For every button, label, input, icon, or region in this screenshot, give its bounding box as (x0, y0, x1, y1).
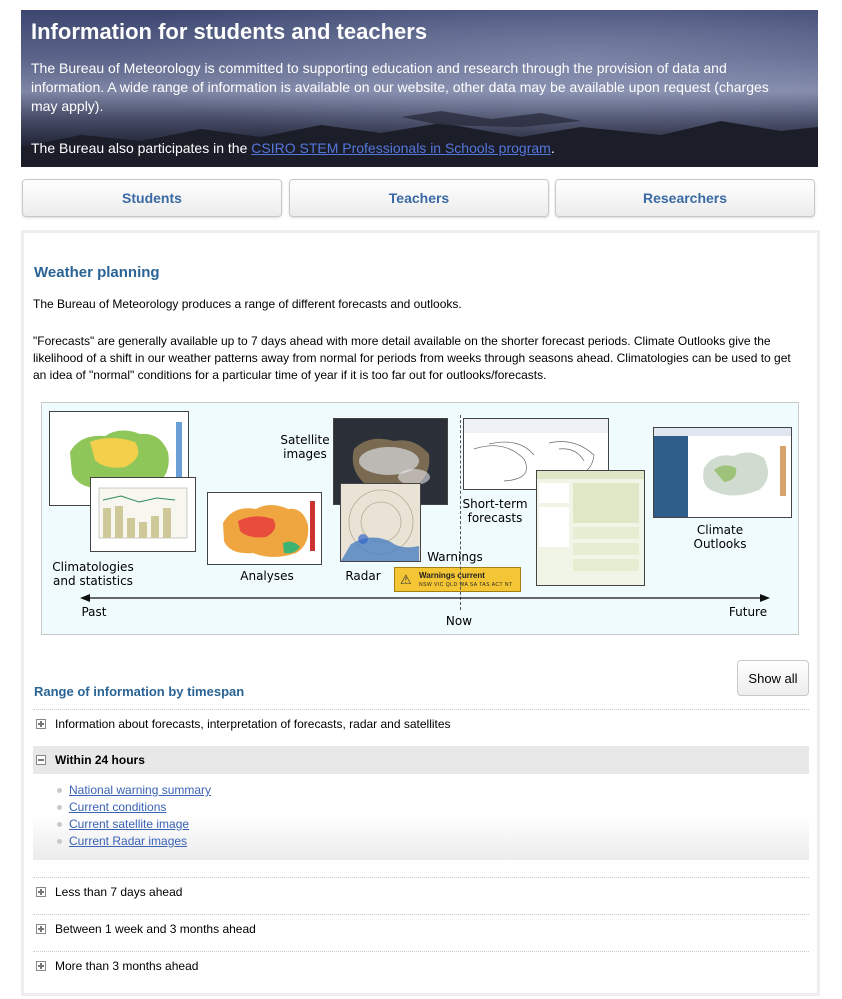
expand-plus-icon (36, 961, 46, 971)
local-forecast-thumbnail (536, 470, 645, 586)
accordion-within-24-hours (33, 746, 809, 860)
current-radar-images-link[interactable]: Current Radar images (69, 834, 188, 848)
tab-researchers[interactable]: Researchers (555, 179, 815, 217)
section-intro: The Bureau of Meteorology produces a range of different forecasts and outlooks. (33, 297, 462, 311)
stem-suffix: . (550, 140, 555, 156)
csiro-stem-link[interactable]: CSIRO STEM Professionals in Schools program (251, 140, 551, 156)
list-item (69, 833, 809, 850)
radar-map-icon (341, 484, 420, 561)
expand-plus-icon (36, 924, 46, 934)
accordion-within-24-label: Within 24 hours (55, 753, 145, 767)
expand-plus-icon (36, 719, 46, 729)
list-item (69, 799, 809, 816)
show-all-button[interactable]: Show all (737, 660, 809, 696)
accordion-info[interactable] (33, 709, 809, 738)
accordion-wk3m-label: Between 1 week and 3 months ahead (55, 922, 256, 936)
label-future: Future (728, 605, 768, 619)
accordion-gt3m-label: More than 3 months ahead (55, 959, 199, 973)
coastal-rocks-image (21, 107, 818, 167)
current-satellite-image-link[interactable]: Current satellite image (69, 817, 190, 831)
climate-statistics-chart-thumbnail (90, 477, 196, 552)
analysis-map-icon (208, 493, 321, 564)
label-climate-outlooks: Climate Outlooks (693, 523, 747, 551)
accordion-less-than-7-days[interactable] (33, 877, 809, 906)
forecast-timeline-diagram (41, 402, 799, 635)
analyses-map-thumbnail (207, 492, 322, 565)
current-conditions-link[interactable]: Current conditions (69, 800, 167, 814)
warning-triangle-icon: ⚠ (400, 572, 412, 587)
label-analyses: Analyses (240, 569, 294, 583)
outlook-map-icon (654, 428, 791, 517)
climate-outlook-thumbnail (653, 427, 792, 518)
hero-intro-text: The Bureau of Meteorology is committed to supporting education and research through the provision of data and information. A wide range of information is available on our website, other data may be available upon request (charges may apply). (31, 60, 769, 114)
hero-stem-text (31, 140, 555, 156)
label-past: Past (81, 605, 107, 619)
page-title: Information for students and teachers (31, 19, 428, 44)
label-now: Now (445, 614, 473, 628)
bar-chart-icon (91, 478, 195, 551)
warnings-current-box (394, 567, 521, 592)
accordion-1-week-3-months[interactable] (33, 914, 809, 943)
accordion-more-than-3-months[interactable] (33, 951, 809, 980)
label-warnings: Warnings (427, 550, 483, 564)
range-title: Range of information by timespan (34, 684, 245, 699)
accordion-info-label: Information about forecasts, interpretation of forecasts, radar and satellites (55, 717, 451, 731)
tab-teachers[interactable]: Teachers (289, 179, 549, 217)
section-heading: Weather planning (34, 264, 160, 281)
national-warning-summary-link[interactable]: National warning summary (69, 783, 212, 797)
weather-planning-panel (21, 230, 820, 996)
label-radar: Radar (345, 569, 381, 583)
accordion-within-24-header[interactable] (33, 746, 809, 774)
warnings-current-states: NSW VIC QLD WA SA TAS ACT NT (419, 582, 513, 588)
tab-students[interactable]: Students (22, 179, 282, 217)
label-climatologies: Climatologies and statistics (52, 560, 134, 588)
radar-image-thumbnail (340, 483, 421, 562)
timeline-axis-arrow (80, 592, 770, 604)
section-body: "Forecasts" are generally available up to 7 days ahead with more detail available on the shorter forecast periods. Climate Outlooks give the likelihood of a shift in our weather patterns away from normal for periods from weeks through seasons ahead. Climatologies can be used to get an idea of "normal" conditions for a particular time of year if it is too far out for outlooks/forecasts. (33, 334, 791, 382)
accordion-lt7-label: Less than 7 days ahead (55, 885, 183, 899)
now-divider-line (460, 415, 461, 610)
hero-banner (21, 10, 818, 167)
collapse-minus-icon (36, 755, 46, 765)
stem-prefix: The Bureau also participates in the (31, 140, 252, 156)
expand-plus-icon (36, 887, 46, 897)
list-item (69, 782, 809, 799)
within-24-link-list (69, 782, 809, 850)
warnings-current-title: Warnings current (419, 571, 485, 580)
forecast-page-icon (537, 471, 644, 585)
label-satellite: Satellite images (280, 433, 330, 461)
audience-tabs (22, 179, 815, 217)
label-short-term: Short-term forecasts (462, 497, 528, 525)
list-item (69, 816, 809, 833)
